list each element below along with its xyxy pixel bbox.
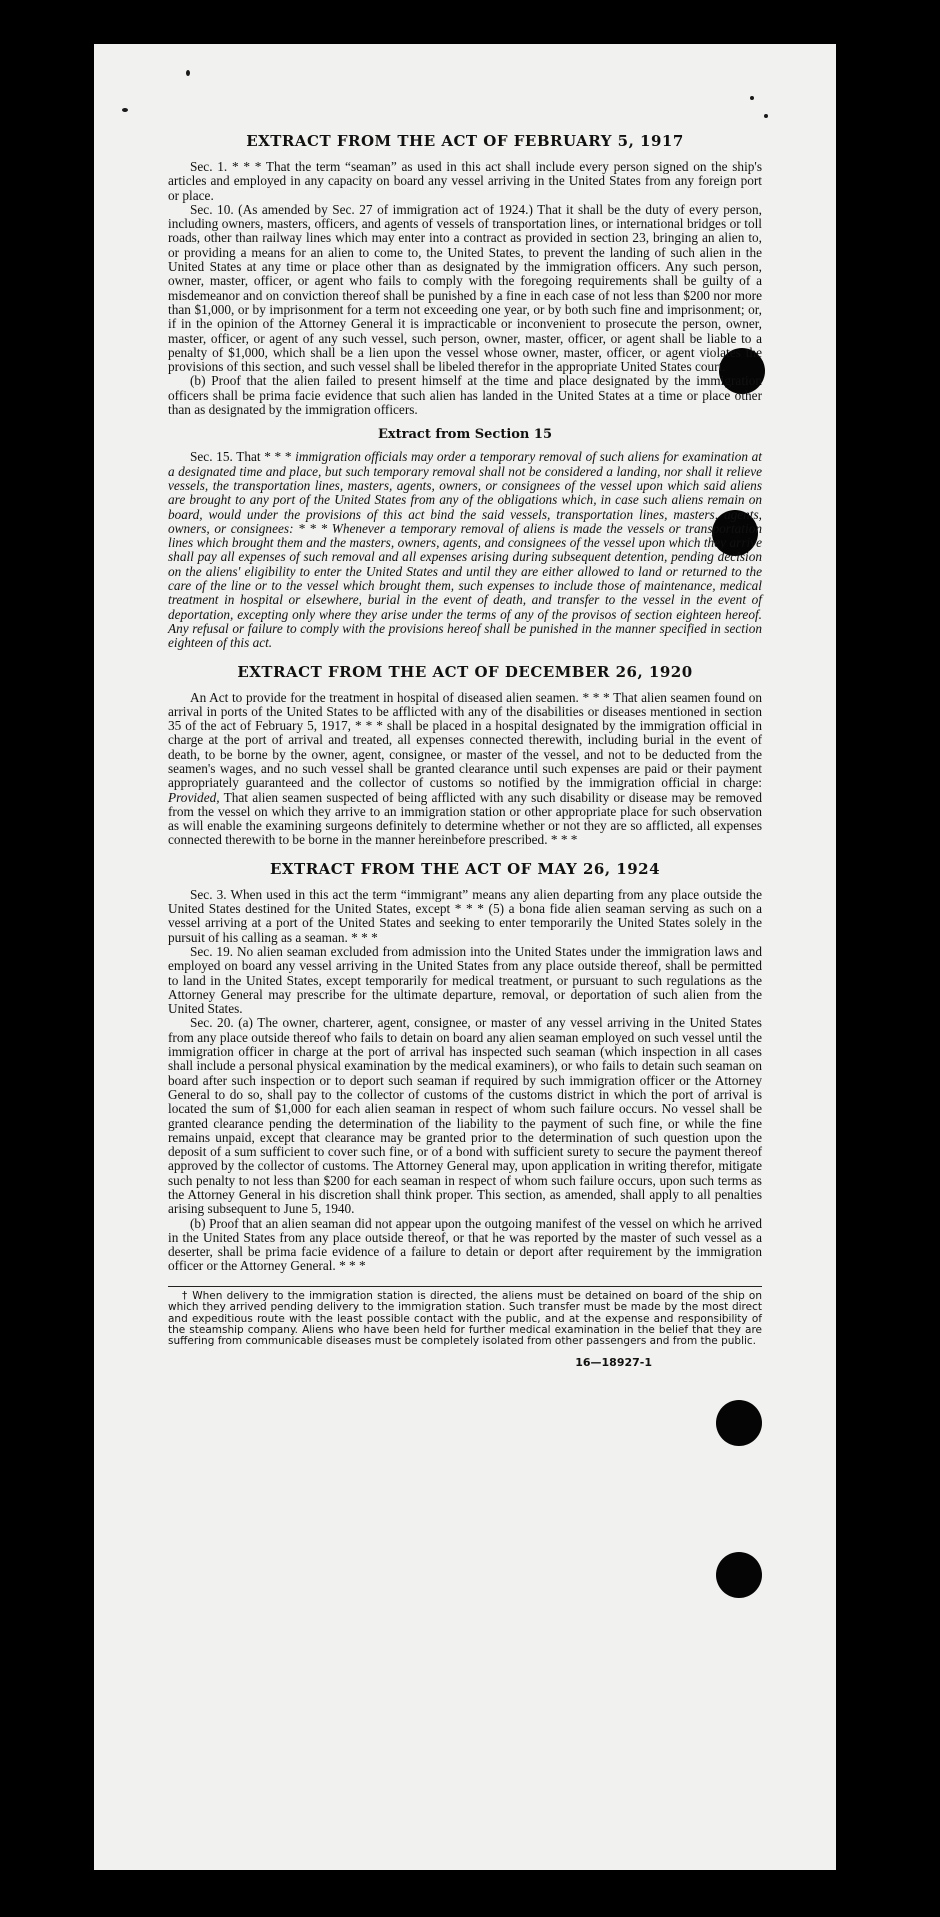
paragraph-sec-3: Sec. 3. When used in this act the term “immigrant” means any alien departing from any place outside the United States destined for the United States, except * * * (5) a bona fide alien seaman serving as such on a vessel arriving at a port of the United States and seeking to enter temporarily the United States solely in the pursuit of his calling as a seaman. * * * [168,886,762,945]
paragraph-sec-10: Sec. 10. (As amended by Sec. 27 of immigration act of 1924.) That it shall be the duty of every person, including owners, masters, officers, and agents of vessels of transportation lines, or international bridges or toll roads, other than railway lines which may enter into a contract as provided in section 23, bringing an alien to, or providing a means for an alien to come to, the United States, to prevent the landing of such alien in the United States at any time or place other than as designated by the immigration officers. Any such person, owner, master, officer, or agent who fails to comply with the foregoing requirements shall be guilty of a misdemeanor and on conviction thereof shall be punished by a fine in each case of not less than $200 nor more than $1,000, or by imprisonment for a term not exceeding one year, or by both such fine and imprisonment; or, if in the opinion of the Attorney General it is impracticable or inconvenient to prosecute the person, owner, master, officer, or agent of any such vessel, such person, owner, master, officer, or agent shall be liable to a penalty of $1,000, which shall be a lien upon the vessel whose owner, master, officer, or agent violates the provisions of this section, and such vessel shall be libeled therefor in the appropriate United States court. [168,201,762,375]
form-number: 16—18927-1 [575,1355,652,1369]
footnote-text: † When delivery to the immigration station is directed, the aliens must be detained on board of the ship on which they arrived pending delivery to the immigration station. Such transfer must be made by the most direct and expeditious route with the least possible contact with the public, and at the expense and responsibility of the steamship company. Aliens who have been held for further medical examination in the belief that they are suffering from communicable diseases must be completely isolated from other passengers and from the public. [168,1289,762,1348]
paragraph-sec-15-italic: immigration officials may order a temporary removal of such aliens for examination at a designated time and place, but such temporary removal shall not be considered a landing, nor shall it relieve vessels, the transportation lines, masters, agents, owners, or consignees of the vessel upon which said aliens are brought to any port of the United States from any of the obligations which, in case such aliens remain on board, would under the provisions of this act bind the said vessels, transportation lines, masters, agents, owners, or consignees: * * * Whenever a temporary removal of aliens is made the vessels or transportation lines which brought them and the masters, owners, agents, and consignees of the vessel upon which they arrive shall pay all expenses of such removal and all expenses arising during subsequent detention, pending decision on the aliens' eligibility to enter the United States and until they are either allowed to land or returned to the care of the line or to the vessel which brought them, such expenses to include those of maintenance, medical treatment in hospital or elsewhere, burial in the event of death, and transfer to the vessel in the event of deportation, excepting only where they arise under the terms of any of the provisos of section eighteen hereof. Any refusal or failure to comply with the provisions hereof shall be punished in the manner specified in section eighteen of this act. [168,449,762,651]
punch-hole [716,1552,762,1598]
subsection-title-section-15: Extract from Section 15 [377,427,553,443]
paragraph-act-1920-tail: That alien seamen suspected of being afflicted with any such disability or disease may be removed from the vessel on which they arrive to an immigration station or other appropriate place for such observation as will enable the examining surgeons definitely to determine whether or not they are so afflicted, all expenses connected therewith to be borne in the manner hereinbefore prescribed. * * * [168,789,762,848]
paragraph-sec-15 [168,450,762,650]
document-body [168,132,762,1369]
paragraph-act-1920-main: An Act to provide for the treatment in hospital of diseased alien seamen. * * * That alien seamen found on arrival in ports of the United States to be afflicted with any of the disabilities or diseases mentioned in section 35 of the act of February 5, 1917, * * * shall be placed in a hospital designated by the immigration official in charge at the port of arrival and treated, all expenses connected therewith, including burial in the event of death, to be borne by the owner, agent, consignee, or master of the vessel, and not to be deducted from the seamen's wages, and no such vessel shall be granted clearance until such expenses are paid or their payment appropriately guaranteed and the collector of customs so notified by the immigration official in charge: [168,689,762,791]
section-title-may-1924: EXTRACT FROM THE ACT OF MAY 26, 1924 [269,859,661,878]
document-page [94,44,836,1870]
footnote-divider [168,1286,762,1287]
paragraph-sec-15-lead: Sec. 15. That * * * [190,449,296,465]
footnote [168,1291,762,1348]
paper-speck [186,70,190,76]
section-title-feb-1917: EXTRACT FROM THE ACT OF FEBRUARY 5, 1917 [246,132,684,150]
section-title-dec-1920: EXTRACT FROM THE ACT OF DECEMBER 26, 1920 [237,662,693,681]
paragraph-sec-10-b: (b) Proof that the alien failed to present himself at the time and place designated by the immigration officers shall be prima facie evidence that such alien has landed in the United States at a time or place other than as designated by the immigration officers. [168,373,762,418]
paper-speck [122,108,128,112]
paragraph-sec-19: Sec. 19. No alien seaman excluded from admission into the United States under the immigration laws and employed on board any vessel arriving in the United States from any place outside thereof, shall be permitted to land in the United States, except temporarily for medical treatment, or pursuant to such regulations as the Attorney General may prescribe for the ultimate departure, removal, or deportation of such alien from the United States. [168,943,762,1017]
paper-speck [750,96,754,100]
paragraph-sec-20-a: Sec. 20. (a) The owner, charterer, agent, consignee, or master of any vessel arriving in the United States from any place outside thereof who fails to detain on board any alien seaman employed on such vessel until the immigration officer in charge at the port of arrival has inspected such seaman (which inspection in all cases shall include a personal physical examination by the medical examiners), or who fails to detain such seaman on board after such inspection or to deport such seaman if required by such immigration officer or the Attorney General to do so, shall pay to the collector of customs of the customs district in which the port of arrival is located the sum of $1,000 for each alien seaman in respect of whom such failure occurs. No vessel shall be granted clearance pending the determination of the liability to the payment of such fine, or while the fine remains unpaid, except that clearance may be granted prior to the determination of such question upon the deposit of a sum sufficient to cover such fine, or of a bond with sufficient surety to secure the payment thereof approved by the collector of customs. The Attorney General may, upon application in writing therefor, mitigate such penalty to not less than $200 for each seaman in respect of whom such failure occurs, upon such terms as the Attorney General in his discretion shall think proper. This section, as amended, shall apply to all penalties arising subsequent to June 5, 1940. [168,1015,762,1217]
paragraph-act-1920-provided: Provided, [168,789,220,805]
paragraph-sec-1: Sec. 1. * * * That the term “seaman” as used in this act shall include every person signed on the ship's articles and employed in any capacity on board any vessel arriving in the United States from any foreign port or place. [168,159,762,203]
paper-speck [764,114,768,118]
paragraph-sec-20-b: (b) Proof that an alien seaman did not appear upon the outgoing manifest of the vessel on which he arrived in the United States from any place outside thereof, or that he was reported by the master of such vessel as a deserter, shall be prima facie evidence of a failure to detain or deport after requirement by the immigration officer or the Attorney General. * * * [168,1215,762,1274]
paragraph-act-1920 [168,691,762,848]
punch-hole [716,1400,762,1446]
